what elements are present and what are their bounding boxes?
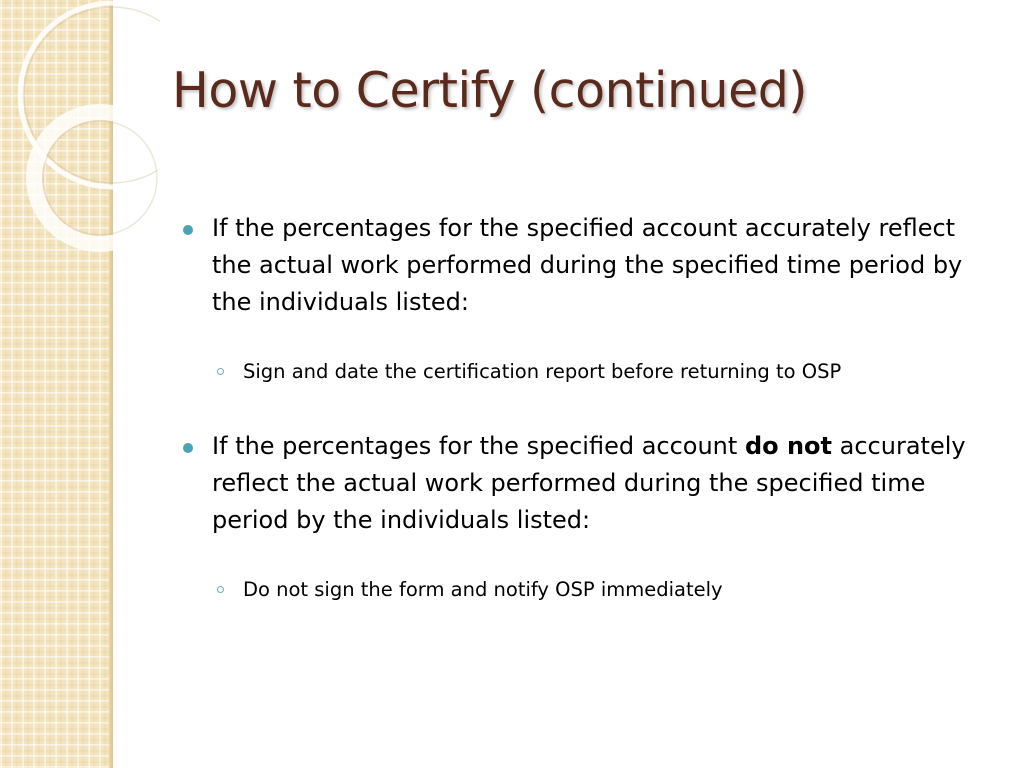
sub-bullet-item <box>180 358 1000 386</box>
sub-bullet-circle-icon <box>217 586 224 593</box>
bullet-text: If the percentages for the specified account accurately reflect the actual work performed during the specified time period by the individuals listed: <box>212 214 963 316</box>
decorative-rings <box>0 0 160 260</box>
slide-title: How to Certify (continued) <box>172 62 807 119</box>
sub-bullet-text: Do not sign the form and notify OSP immediately <box>243 578 723 601</box>
bullet-dot-icon <box>183 443 193 453</box>
bullet-text-start: If the percentages for the specified account <box>212 432 745 460</box>
bullet-text-end: accurately reflect the actual work performed during the specified time period by the individuals listed: <box>212 432 966 534</box>
bullet-dot-icon <box>183 225 193 235</box>
bullet-item <box>180 428 1000 539</box>
bullet-emphasis: do not <box>744 432 833 460</box>
slide-body <box>180 210 1000 604</box>
sub-bullet-circle-icon <box>217 368 224 375</box>
sub-bullet-text: Sign and date the certification report before returning to OSP <box>243 360 842 383</box>
sub-bullet-item <box>180 576 1000 604</box>
bullet-item <box>180 210 1000 321</box>
